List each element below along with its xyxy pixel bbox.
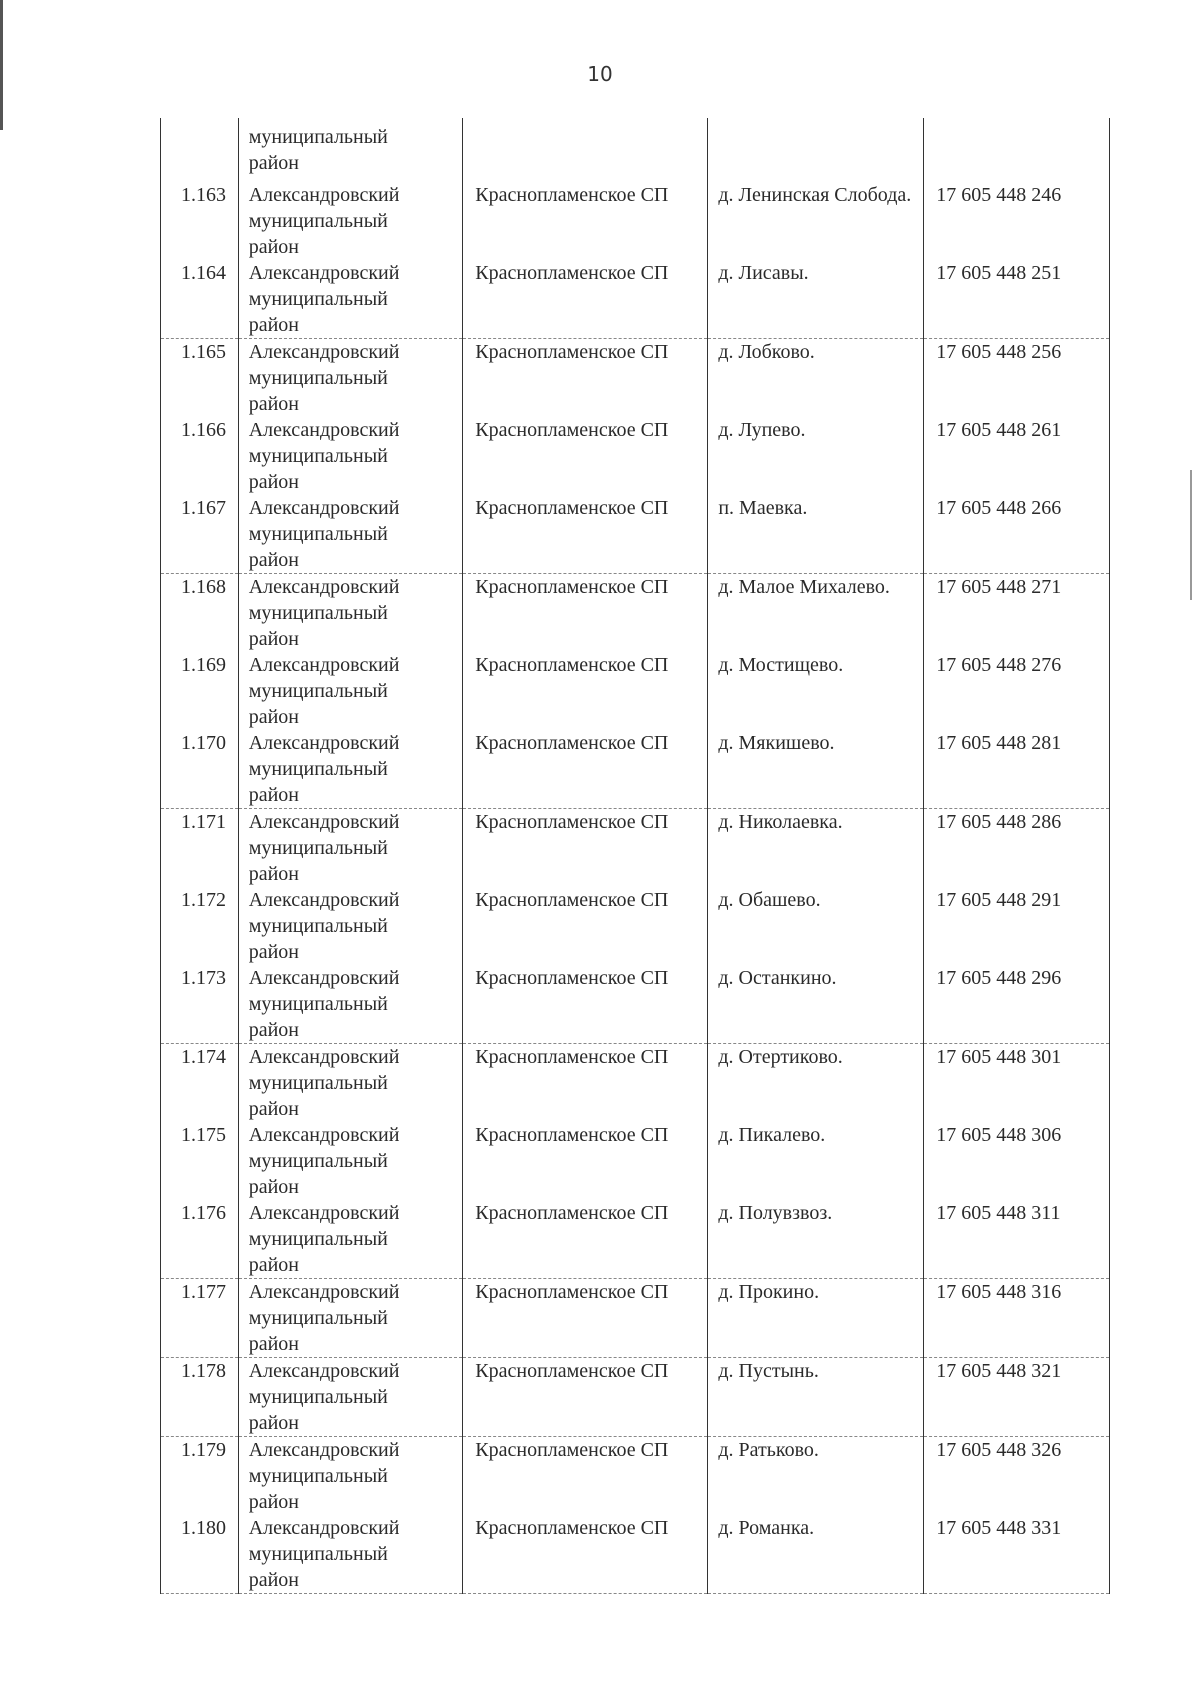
locality-cell: д. Лупево. xyxy=(708,417,924,495)
district-line: район xyxy=(248,1333,300,1355)
settlement-cell: Краснопламенское СП xyxy=(463,965,708,1044)
district-line: район xyxy=(248,393,300,415)
row-number-cell: 1.165 xyxy=(161,339,239,418)
continuation-locality-cell xyxy=(708,118,924,182)
district-line: Александровский xyxy=(248,497,400,519)
settlement-cell: Краснопламенское СП xyxy=(463,730,708,809)
district-line: муниципальный xyxy=(248,602,388,624)
district-cell xyxy=(238,495,463,574)
oktmo-code-cell: 17 605 448 291 xyxy=(924,887,1110,965)
district-line: муниципальный xyxy=(248,1543,388,1565)
locality-cell: д. Пикалево. xyxy=(708,1122,924,1200)
district-line: Александровский xyxy=(248,654,400,676)
oktmo-code-cell: 17 605 448 296 xyxy=(924,965,1110,1044)
table-row xyxy=(161,730,1110,809)
page-number: 10 xyxy=(587,62,613,86)
table-row xyxy=(161,417,1110,495)
district-line: Александровский xyxy=(248,1124,400,1146)
district-line: муниципальный xyxy=(248,210,388,232)
district-line: Александровский xyxy=(248,1046,400,1068)
locality-cell: д. Малое Михалево. xyxy=(708,574,924,653)
continuation-num-cell xyxy=(161,118,239,182)
settlement-cell: Краснопламенское СП xyxy=(463,1358,708,1437)
row-number-cell: 1.168 xyxy=(161,574,239,653)
district-cell xyxy=(238,182,463,260)
district-line: муниципальный xyxy=(248,1465,388,1487)
locality-cell: д. Ленинская Слобода. xyxy=(708,182,924,260)
continuation-district-cell xyxy=(238,118,463,182)
district-line: муниципальный xyxy=(248,1386,388,1408)
district-cell xyxy=(238,730,463,809)
district-line: район xyxy=(248,628,300,650)
table-row xyxy=(161,1515,1110,1594)
district-line: Александровский xyxy=(248,1439,400,1461)
district-line: Александровский xyxy=(248,1360,400,1382)
continuation-row xyxy=(161,118,1110,182)
district-cell xyxy=(238,1279,463,1358)
oktmo-code-cell: 17 605 448 321 xyxy=(924,1358,1110,1437)
settlement-cell: Краснопламенское СП xyxy=(463,652,708,730)
district-line: муниципальный xyxy=(248,837,388,859)
district-line: муниципальный xyxy=(248,1307,388,1329)
row-number-cell: 1.175 xyxy=(161,1122,239,1200)
district-line: район xyxy=(248,1098,300,1120)
row-number-cell: 1.170 xyxy=(161,730,239,809)
district-line: муниципальный xyxy=(248,680,388,702)
locality-cell: д. Обашево. xyxy=(708,887,924,965)
locality-cell: д. Останкино. xyxy=(708,965,924,1044)
locality-cell: д. Полувзвоз. xyxy=(708,1200,924,1279)
locality-cell: д. Мостищево. xyxy=(708,652,924,730)
locality-cell: д. Мякишево. xyxy=(708,730,924,809)
locality-cell: д. Лисавы. xyxy=(708,260,924,339)
district-line: район xyxy=(248,471,300,493)
district-cell xyxy=(238,965,463,1044)
district-line: муниципальный xyxy=(248,523,388,545)
table-body xyxy=(161,118,1110,1594)
district-line: Александровский xyxy=(248,1202,400,1224)
oktmo-code-cell: 17 605 448 246 xyxy=(924,182,1110,260)
row-number-cell: 1.173 xyxy=(161,965,239,1044)
row-number-cell: 1.163 xyxy=(161,182,239,260)
locality-cell: д. Лобково. xyxy=(708,339,924,418)
district-line: Александровский xyxy=(248,967,400,989)
settlement-cell: Краснопламенское СП xyxy=(463,495,708,574)
district-line: район xyxy=(248,1491,300,1513)
locality-cell: д. Ратьково. xyxy=(708,1437,924,1516)
district-line: Александровский xyxy=(248,732,400,754)
settlement-cell: Краснопламенское СП xyxy=(463,574,708,653)
table-row xyxy=(161,574,1110,653)
settlement-cell: Краснопламенское СП xyxy=(463,1279,708,1358)
district-cell xyxy=(238,260,463,339)
table-row xyxy=(161,1044,1110,1123)
district-line: муниципальный xyxy=(248,1150,388,1172)
district-cell xyxy=(238,809,463,888)
row-number-cell: 1.167 xyxy=(161,495,239,574)
district-cell xyxy=(238,1044,463,1123)
table-row xyxy=(161,260,1110,339)
district-cell xyxy=(238,652,463,730)
locality-cell: д. Отертиково. xyxy=(708,1044,924,1123)
district-line: Александровский xyxy=(248,889,400,911)
continuation-district-line: муниципальный xyxy=(248,126,388,148)
district-line: муниципальный xyxy=(248,1228,388,1250)
locality-cell: д. Прокино. xyxy=(708,1279,924,1358)
scan-edge-mark-right xyxy=(1190,470,1192,600)
oktmo-code-cell: 17 605 448 286 xyxy=(924,809,1110,888)
table-row xyxy=(161,339,1110,418)
district-cell xyxy=(238,339,463,418)
row-number-cell: 1.169 xyxy=(161,652,239,730)
district-line: Александровский xyxy=(248,341,400,363)
district-cell xyxy=(238,1358,463,1437)
table-row xyxy=(161,1279,1110,1358)
district-line: Александровский xyxy=(248,811,400,833)
settlement-cell: Краснопламенское СП xyxy=(463,182,708,260)
oktmo-code-cell: 17 605 448 266 xyxy=(924,495,1110,574)
row-number-cell: 1.179 xyxy=(161,1437,239,1516)
continuation-district-line: район xyxy=(248,152,300,174)
district-line: район xyxy=(248,941,300,963)
oktmo-code-cell: 17 605 448 316 xyxy=(924,1279,1110,1358)
district-line: район xyxy=(248,1019,300,1041)
row-number-cell: 1.166 xyxy=(161,417,239,495)
district-line: район xyxy=(248,1254,300,1276)
row-number-cell: 1.164 xyxy=(161,260,239,339)
district-line: район xyxy=(248,236,300,258)
row-number-cell: 1.172 xyxy=(161,887,239,965)
district-line: район xyxy=(248,784,300,806)
table-row xyxy=(161,652,1110,730)
locality-cell: д. Николаевка. xyxy=(708,809,924,888)
district-line: муниципальный xyxy=(248,1072,388,1094)
district-line: Александровский xyxy=(248,184,400,206)
district-line: район xyxy=(248,1569,300,1591)
row-number-cell: 1.177 xyxy=(161,1279,239,1358)
row-number-cell: 1.178 xyxy=(161,1358,239,1437)
district-line: район xyxy=(248,1176,300,1198)
district-line: район xyxy=(248,1412,300,1434)
row-number-cell: 1.171 xyxy=(161,809,239,888)
oktmo-code-cell: 17 605 448 306 xyxy=(924,1122,1110,1200)
settlement-cell: Краснопламенское СП xyxy=(463,339,708,418)
table-row xyxy=(161,1358,1110,1437)
district-cell xyxy=(238,1515,463,1594)
table-row xyxy=(161,809,1110,888)
table-row xyxy=(161,1437,1110,1516)
district-line: Александровский xyxy=(248,1281,400,1303)
district-line: Александровский xyxy=(248,419,400,441)
district-line: муниципальный xyxy=(248,288,388,310)
locality-cell: п. Маевка. xyxy=(708,495,924,574)
district-line: район xyxy=(248,314,300,336)
settlement-cell: Краснопламенское СП xyxy=(463,1044,708,1123)
district-line: район xyxy=(248,549,300,571)
settlement-cell: Краснопламенское СП xyxy=(463,417,708,495)
oktmo-code-cell: 17 605 448 301 xyxy=(924,1044,1110,1123)
oktmo-code-cell: 17 605 448 326 xyxy=(924,1437,1110,1516)
settlement-cell: Краснопламенское СП xyxy=(463,887,708,965)
district-cell xyxy=(238,574,463,653)
oktmo-code-cell: 17 605 448 281 xyxy=(924,730,1110,809)
table-row xyxy=(161,495,1110,574)
settlement-cell: Краснопламенское СП xyxy=(463,809,708,888)
district-line: муниципальный xyxy=(248,445,388,467)
district-cell xyxy=(238,1200,463,1279)
locality-cell: д. Романка. xyxy=(708,1515,924,1594)
district-cell xyxy=(238,1437,463,1516)
table-row xyxy=(161,1122,1110,1200)
settlement-cell: Краснопламенское СП xyxy=(463,1437,708,1516)
oktmo-code-cell: 17 605 448 271 xyxy=(924,574,1110,653)
row-number-cell: 1.174 xyxy=(161,1044,239,1123)
oktmo-code-cell: 17 605 448 331 xyxy=(924,1515,1110,1594)
oktmo-code-cell: 17 605 448 251 xyxy=(924,260,1110,339)
settlement-cell: Краснопламенское СП xyxy=(463,260,708,339)
continuation-settlement-cell xyxy=(463,118,708,182)
row-number-cell: 1.180 xyxy=(161,1515,239,1594)
settlement-cell: Краснопламенское СП xyxy=(463,1122,708,1200)
continuation-code-cell xyxy=(924,118,1110,182)
table-row xyxy=(161,965,1110,1044)
district-cell xyxy=(238,887,463,965)
district-line: муниципальный xyxy=(248,915,388,937)
district-line: район xyxy=(248,706,300,728)
oktmo-code-cell: 17 605 448 256 xyxy=(924,339,1110,418)
oktmo-code-cell: 17 605 448 311 xyxy=(924,1200,1110,1279)
district-line: Александровский xyxy=(248,576,400,598)
settlement-cell: Краснопламенское СП xyxy=(463,1200,708,1279)
locality-cell: д. Пустынь. xyxy=(708,1358,924,1437)
row-number-cell: 1.176 xyxy=(161,1200,239,1279)
settlement-cell: Краснопламенское СП xyxy=(463,1515,708,1594)
table-row xyxy=(161,1200,1110,1279)
district-line: Александровский xyxy=(248,1517,400,1539)
oktmo-code-cell: 17 605 448 261 xyxy=(924,417,1110,495)
district-line: Александровский xyxy=(248,262,400,284)
table-row xyxy=(161,887,1110,965)
district-cell xyxy=(238,1122,463,1200)
table-row xyxy=(161,182,1110,260)
district-line: муниципальный xyxy=(248,758,388,780)
settlements-table xyxy=(160,118,1110,1594)
district-cell xyxy=(238,417,463,495)
oktmo-code-cell: 17 605 448 276 xyxy=(924,652,1110,730)
district-line: район xyxy=(248,863,300,885)
district-line: муниципальный xyxy=(248,993,388,1015)
district-line: муниципальный xyxy=(248,367,388,389)
